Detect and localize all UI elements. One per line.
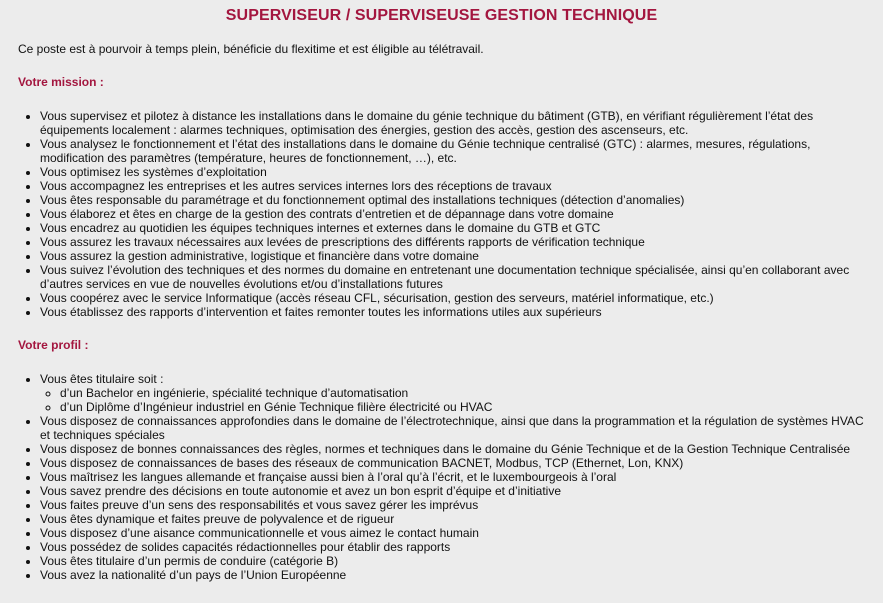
list-item: • Vous savez prendre des décisions en toute autonomie et avez un bon esprit d’équipe et d’initiative bbox=[40, 484, 865, 498]
list-item: • Vous êtes dynamique et faites preuve de polyvalence et de rigueur bbox=[40, 512, 865, 526]
list-item: • Vous possédez de solides capacités rédactionnelles pour établir des rapports bbox=[40, 540, 865, 554]
list-item: • Vous suivez l’évolution des techniques et des normes du domaine en entretenant une documentation technique spécialisée, ainsi qu’en collaborant avec d’autres services en vue de nouvelles évolutions et/ou d’installations futures bbox=[40, 263, 865, 291]
list-item: • Vous disposez de connaissances de bases des réseaux de communication BACNET, Modbus, TCP (Ethernet, Lon, KNX) bbox=[40, 456, 865, 470]
list-item: • Vous faites preuve d’un sens des responsabilités et vous savez gérer les imprévus bbox=[40, 498, 865, 512]
profil-heading: Votre profil : bbox=[18, 338, 89, 352]
profil-list bbox=[18, 372, 865, 582]
list-item: • Vous assurez les travaux nécessaires aux levées de prescriptions des différents rapports de vérification technique bbox=[40, 235, 865, 249]
list-item: • Vous assurez la gestion administrative, logistique et financière dans votre domaine bbox=[40, 249, 865, 263]
list-item bbox=[40, 372, 865, 414]
list-item-label: Vous êtes titulaire soit : bbox=[40, 372, 164, 386]
list-item: • Vous encadrez au quotidien les équipes techniques internes et externes dans le domaine du GTB et GTC bbox=[40, 221, 865, 235]
list-item: • Vous coopérez avec le service Informatique (accès réseau CFL, sécurisation, gestion des serveurs, matériel informatique, etc.) bbox=[40, 291, 865, 305]
list-item: • Vous établissez des rapports d’intervention et faites remonter toutes les informations utiles aux supérieurs bbox=[40, 305, 865, 319]
list-item: • Vous accompagnez les entreprises et les autres services internes lors des réceptions de travaux bbox=[40, 179, 865, 193]
list-item: • Vous supervisez et pilotez à distance les installations dans le domaine du génie technique du bâtiment (GTB), en vérifiant régulièrement l’état des équipements localement : alarmes techniques, optimisation des énergies, gestion des accès, gestion des ascenseurs, etc. bbox=[40, 109, 865, 137]
mission-list bbox=[18, 109, 865, 319]
sub-list-item: ◦ d’un Bachelor en ingénierie, spécialité technique d’automatisation bbox=[60, 386, 865, 400]
intro-text: Ce poste est à pourvoir à temps plein, bénéficie du flexitime et est éligible au télétravail. bbox=[18, 42, 484, 56]
mission-heading: Votre mission : bbox=[18, 75, 104, 89]
list-item: • Vous avez la nationalité d’un pays de l’Union Européenne bbox=[40, 568, 865, 582]
list-item: • Vous disposez de bonnes connaissances des règles, normes et techniques dans le domaine du Génie Technique et de la Gestion Technique Centralisée bbox=[40, 442, 865, 456]
list-item: • Vous disposez d’une aisance communicationnelle et vous aimez le contact humain bbox=[40, 526, 865, 540]
page-title: SUPERVISEUR / SUPERVISEUSE GESTION TECHNIQUE bbox=[225, 7, 658, 24]
sub-list-item: ◦ d’un Diplôme d’Ingénieur industriel en Génie Technique filière électricité ou HVAC bbox=[60, 400, 865, 414]
list-item: • Vous êtes responsable du paramétrage et du fonctionnement optimal des installations techniques (détection d’anomalies) bbox=[40, 193, 865, 207]
list-item: • Vous disposez de connaissances approfondies dans le domaine de l’électrotechnique, ainsi que dans la programmation et la régulation de systèmes HVAC et techniques spéciales bbox=[40, 414, 865, 442]
list-item: • Vous maîtrisez les langues allemande et française aussi bien à l’oral qu’à l’écrit, et le luxembourgeois à l’oral bbox=[40, 470, 865, 484]
list-item: • Vous êtes titulaire d’un permis de conduire (catégorie B) bbox=[40, 554, 865, 568]
sub-list bbox=[40, 386, 865, 414]
list-item: • Vous élaborez et êtes en charge de la gestion des contrats d’entretien et de dépannage dans votre domaine bbox=[40, 207, 865, 221]
list-item: • Vous analysez le fonctionnement et l’état des installations dans le domaine du Génie technique centralisé (GTC) : alarmes, mesures, régulations, modification des paramètres (température, heures de fonctionnement, …), etc. bbox=[40, 137, 865, 165]
list-item: • Vous optimisez les systèmes d’exploitation bbox=[40, 165, 865, 179]
